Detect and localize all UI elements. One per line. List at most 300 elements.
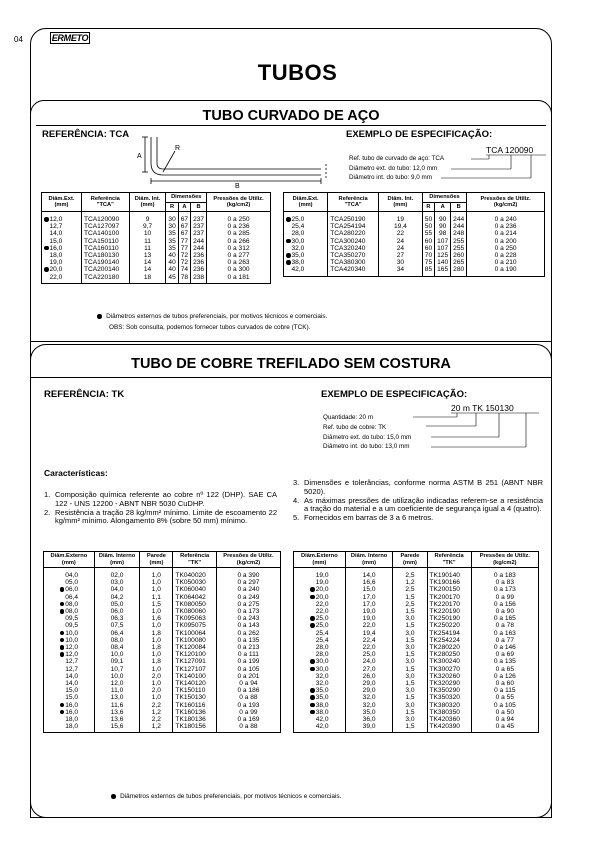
cell-b: 236 bbox=[191, 266, 207, 273]
cell-ext bbox=[44, 637, 95, 644]
table-row bbox=[294, 687, 539, 694]
table-row bbox=[44, 651, 281, 658]
item-text: Dimensões e tolerâncias, conforme norma ASTM B 251 (ABNT NBR 5020). bbox=[304, 478, 543, 496]
cell-p: 0 a 199 bbox=[216, 658, 280, 665]
table-row bbox=[44, 601, 281, 608]
cell-text: 15,0 bbox=[65, 694, 79, 702]
cell-int: 05,0 bbox=[94, 601, 140, 608]
cell-r: 85 bbox=[422, 266, 434, 276]
cell-text: 18,0 bbox=[65, 716, 79, 724]
cell-b: 248 bbox=[451, 230, 467, 237]
cell-r: 35 bbox=[166, 230, 178, 237]
cell-text: 09,5 bbox=[65, 615, 79, 623]
cell-ref: TK220190 bbox=[427, 608, 471, 615]
cell-p: 0 a 78 bbox=[471, 622, 538, 629]
cell-ref: TK160136 bbox=[173, 709, 216, 716]
cell-int: 14 bbox=[129, 266, 166, 273]
table-row bbox=[44, 630, 281, 637]
cell-p: 0 a 135 bbox=[471, 658, 538, 665]
cell-p: 0 a 55 bbox=[471, 694, 538, 701]
spacer bbox=[60, 623, 65, 628]
cell-int: 29,0 bbox=[345, 680, 393, 687]
cell-b: 255 bbox=[451, 245, 467, 252]
cell-ext bbox=[294, 658, 346, 665]
cell-a: 90 bbox=[435, 212, 451, 224]
cell-ref: TK040020 bbox=[173, 568, 216, 580]
cell-text: 18,0 bbox=[65, 723, 79, 731]
cell-int: 07,5 bbox=[94, 622, 140, 629]
item-number: 3. bbox=[293, 478, 300, 487]
cell-ext bbox=[42, 212, 82, 224]
cell-b: 244 bbox=[451, 223, 467, 230]
cell-int: 16,6 bbox=[345, 579, 393, 586]
cell-int: 19,0 bbox=[345, 608, 393, 615]
cell-r: 45 bbox=[166, 274, 178, 284]
cell-par: 2,2 bbox=[140, 716, 173, 723]
cell-text: 20,0 bbox=[49, 266, 63, 274]
preferred-bullet-icon bbox=[60, 638, 65, 643]
cell-ext bbox=[42, 230, 82, 237]
cell-ref: TK220170 bbox=[427, 601, 471, 608]
spacer bbox=[44, 274, 49, 279]
cell-text: 35,0 bbox=[315, 687, 329, 695]
table-row bbox=[44, 709, 281, 716]
spacer bbox=[286, 245, 291, 250]
cell-int: 15,6 bbox=[94, 723, 140, 733]
cell-ref: TK200150 bbox=[427, 586, 471, 593]
table-row bbox=[284, 223, 545, 230]
cell-ext bbox=[294, 702, 346, 709]
cell-text: 35,0 bbox=[315, 694, 329, 702]
cell-p: 0 a 99 bbox=[216, 709, 280, 716]
cell-ref: TK250220 bbox=[427, 622, 471, 629]
cell-ref: TK350290 bbox=[427, 687, 471, 694]
cell-a: 98 bbox=[435, 230, 451, 237]
preferred-bullet-icon bbox=[286, 260, 291, 265]
section-title: TUBO DE COBRE TREFILADO SEM COSTURA bbox=[131, 356, 451, 372]
characteristic-item bbox=[44, 491, 277, 509]
table-row bbox=[294, 608, 539, 615]
cell-ref: TCA150110 bbox=[81, 238, 129, 245]
table-row bbox=[44, 579, 281, 586]
cell-ext bbox=[44, 601, 95, 608]
cell-ext bbox=[44, 579, 95, 586]
col-reference: Referência "TK" bbox=[427, 552, 471, 568]
cell-par: 1,5 bbox=[393, 608, 427, 615]
cell-text: 18,0 bbox=[49, 252, 63, 260]
cell-b: 260 bbox=[451, 252, 467, 259]
spacer bbox=[44, 253, 49, 258]
cell-p: 0 a 163 bbox=[471, 630, 538, 637]
cell-ref: TK320290 bbox=[427, 680, 471, 687]
cell-p: 0 a 45 bbox=[471, 723, 538, 733]
table-row bbox=[42, 230, 271, 237]
cell-r: 50 bbox=[422, 212, 434, 224]
cell-par: 2,5 bbox=[393, 568, 427, 580]
spacer bbox=[310, 681, 315, 686]
cell-p: 0 a 236 bbox=[207, 223, 271, 230]
cell-par: 1,1 bbox=[140, 594, 173, 601]
cell-int: 13,0 bbox=[94, 694, 140, 701]
cell-ref: TK380320 bbox=[427, 702, 471, 709]
table-row bbox=[294, 568, 539, 580]
cell-text: 42,0 bbox=[315, 716, 329, 724]
cell-p: 0 a 105 bbox=[471, 702, 538, 709]
item-number: 5. bbox=[293, 513, 300, 523]
preferred-bullet-icon bbox=[310, 595, 315, 600]
cell-par: 2,0 bbox=[140, 673, 173, 680]
cell-int: 02,0 bbox=[94, 568, 140, 580]
cell-ref: TK350320 bbox=[427, 694, 471, 701]
cell-b: 236 bbox=[191, 252, 207, 259]
cell-p: 0 a 240 bbox=[467, 212, 545, 224]
cell-ext bbox=[284, 266, 328, 276]
cell-p: 0 a 201 bbox=[216, 673, 280, 680]
cell-p: 0 a 99 bbox=[471, 594, 538, 601]
cell-par: 1,0 bbox=[140, 622, 173, 629]
table-row bbox=[284, 266, 545, 276]
preferred-bullet-icon bbox=[310, 623, 315, 628]
cell-text: 12,0 bbox=[65, 651, 79, 659]
spacer bbox=[60, 717, 65, 722]
table-row bbox=[44, 608, 281, 615]
dim-b-label: B bbox=[235, 183, 240, 190]
tk-table-left bbox=[43, 551, 281, 733]
dim-r-label: R bbox=[175, 145, 181, 152]
table-row bbox=[294, 666, 539, 673]
cell-text: 25,0 bbox=[315, 622, 329, 630]
cell-int: 29,0 bbox=[345, 687, 393, 694]
cell-text: 05,0 bbox=[65, 579, 79, 587]
cell-ref: TK320260 bbox=[427, 673, 471, 680]
preferred-bullet-icon bbox=[44, 267, 49, 272]
cell-b: 280 bbox=[451, 266, 467, 276]
cell-text: 09,5 bbox=[65, 622, 79, 630]
table-row bbox=[44, 658, 281, 665]
cell-r: 60 bbox=[422, 238, 434, 245]
cell-ext bbox=[42, 274, 82, 284]
table-row bbox=[42, 274, 271, 284]
cell-ext bbox=[44, 666, 95, 673]
divider bbox=[36, 125, 546, 126]
cell-text: 08,0 bbox=[65, 600, 79, 608]
preferred-bullet-icon bbox=[60, 602, 65, 607]
table-row bbox=[44, 694, 281, 701]
table-row bbox=[44, 673, 281, 680]
cell-a: 67 bbox=[178, 230, 190, 237]
cell-r: 30 bbox=[166, 223, 178, 230]
cell-ref: TK150110 bbox=[173, 687, 216, 694]
spacer bbox=[60, 616, 65, 621]
table-row bbox=[42, 223, 271, 230]
page-number: 04 bbox=[14, 35, 23, 44]
cell-int: 10,7 bbox=[94, 666, 140, 673]
section-tubo-cobre bbox=[30, 344, 552, 818]
cell-b: 255 bbox=[451, 238, 467, 245]
cell-text: 22,0 bbox=[315, 608, 329, 616]
preferred-bullet-icon bbox=[60, 609, 65, 614]
col-a: A bbox=[178, 202, 190, 212]
cell-b: 236 bbox=[191, 259, 207, 266]
cell-int: 08,0 bbox=[94, 637, 140, 644]
cell-p: 0 a 83 bbox=[471, 579, 538, 586]
col-diam-ext: Diâm.Ext. (mm) bbox=[284, 193, 328, 212]
cell-int: 11,6 bbox=[94, 702, 140, 709]
cell-ext bbox=[44, 702, 95, 709]
bent-tube-diagram bbox=[131, 135, 331, 190]
spacer bbox=[60, 695, 65, 700]
cell-ref: TK150130 bbox=[173, 694, 216, 701]
cell-int: 9,7 bbox=[129, 223, 166, 230]
preferred-bullet-icon bbox=[60, 587, 65, 592]
tk-table-right bbox=[293, 551, 539, 733]
spacer bbox=[310, 717, 315, 722]
cell-ext bbox=[284, 259, 328, 266]
cell-p: 0 a 181 bbox=[207, 274, 271, 284]
preferred-note-text: Diâmetros externos de tubos preferenciais, por motivos técnicos e comerciais. bbox=[120, 793, 342, 800]
spacer bbox=[310, 609, 315, 614]
cell-par: 1,8 bbox=[140, 644, 173, 651]
cell-ref: TK100064 bbox=[173, 630, 216, 637]
cell-int: 14 bbox=[129, 259, 166, 266]
spacer bbox=[44, 224, 49, 229]
cell-ref: TCA160110 bbox=[81, 245, 129, 252]
cell-ref: TCA180130 bbox=[81, 252, 129, 259]
cell-ext bbox=[44, 658, 95, 665]
cell-int: 22 bbox=[378, 230, 422, 237]
col-diam-int: Diâm. Int. (mm) bbox=[129, 193, 166, 212]
cell-ref: TCA380300 bbox=[328, 259, 379, 266]
cell-a: 67 bbox=[178, 212, 190, 224]
cell-p: 0 a 165 bbox=[471, 615, 538, 622]
cell-p: 0 a 111 bbox=[216, 651, 280, 658]
table-row bbox=[42, 245, 271, 252]
spacer bbox=[310, 673, 315, 678]
cell-ref: TCA350270 bbox=[328, 252, 379, 259]
cell-p: 0 a 193 bbox=[216, 702, 280, 709]
cell-int: 22,0 bbox=[345, 644, 393, 651]
table-row bbox=[294, 702, 539, 709]
table-row bbox=[44, 687, 281, 694]
cell-text: 15,0 bbox=[49, 237, 63, 245]
col-dimensions: Dimensões bbox=[422, 193, 466, 203]
cell-text: 12,0 bbox=[65, 644, 79, 652]
cell-b: 237 bbox=[191, 212, 207, 224]
cell-b: 265 bbox=[451, 259, 467, 266]
cell-p: 0 a 249 bbox=[216, 594, 280, 601]
cell-par: 1,2 bbox=[140, 723, 173, 733]
cell-int: 17,0 bbox=[345, 601, 393, 608]
cell-text: 25,4 bbox=[315, 636, 329, 644]
cell-p: 0 a 390 bbox=[216, 568, 280, 580]
cell-text: 19,0 bbox=[315, 572, 329, 579]
cell-par: 3,0 bbox=[393, 702, 427, 709]
cell-int: 32,0 bbox=[345, 694, 393, 701]
cell-a: 140 bbox=[435, 259, 451, 266]
item-number: 1. bbox=[44, 490, 51, 499]
cell-ext bbox=[294, 586, 346, 593]
preferred-bullet-icon bbox=[310, 688, 315, 693]
cell-p: 0 a 266 bbox=[207, 238, 271, 245]
cell-par: 3,0 bbox=[393, 615, 427, 622]
tca-table-right bbox=[283, 192, 545, 277]
cell-par: 1,2 bbox=[393, 579, 427, 586]
example-line-3: Diâmetro ext. do tubo: 15,0 mm bbox=[323, 434, 412, 441]
cell-int: 13,6 bbox=[94, 716, 140, 723]
cell-int: 17,0 bbox=[345, 594, 393, 601]
spacer bbox=[310, 652, 315, 657]
table-row bbox=[284, 238, 545, 245]
item-text: Resistência a tração 28 kg/mm² mínimo. Limite de escoamento 22 kg/mm² mínimo. Alongamento 8% (sobre 50 mm) mínimo. bbox=[55, 507, 277, 526]
cell-p: 0 a 94 bbox=[471, 716, 538, 723]
cell-par: 3,0 bbox=[393, 658, 427, 665]
cell-int: 10 bbox=[129, 230, 166, 237]
cell-p: 0 a 94 bbox=[216, 680, 280, 687]
preferred-bullet-icon bbox=[310, 703, 315, 708]
table-row bbox=[294, 658, 539, 665]
cell-p: 0 a 105 bbox=[216, 666, 280, 673]
table-row bbox=[42, 238, 271, 245]
cell-text: 06,4 bbox=[65, 593, 79, 601]
cell-text: 14,0 bbox=[65, 672, 79, 680]
cell-a: 165 bbox=[435, 266, 451, 276]
col-pressure: Pressões de Utiliz. (kg/cm2) bbox=[467, 193, 545, 212]
cell-int: 11 bbox=[129, 238, 166, 245]
cell-ext bbox=[294, 694, 346, 701]
cell-par: 1,0 bbox=[140, 666, 173, 673]
cell-text: 20,0 bbox=[315, 593, 329, 601]
cell-p: 0 a 143 bbox=[216, 622, 280, 629]
col-wall: Parede (mm) bbox=[393, 552, 427, 568]
cell-ref: TK190166 bbox=[427, 579, 471, 586]
cell-ref: TK100080 bbox=[173, 637, 216, 644]
cell-ref: TCA420340 bbox=[328, 266, 379, 276]
item-number: 2. bbox=[44, 507, 51, 517]
cell-ext bbox=[294, 673, 346, 680]
table-row bbox=[284, 230, 545, 237]
example-line-1: Quantidade: 20 m bbox=[323, 414, 374, 421]
cell-int: 22,0 bbox=[345, 622, 393, 629]
cell-ref: TK060040 bbox=[173, 586, 216, 593]
spacer bbox=[60, 724, 65, 729]
cell-ref: TK180156 bbox=[173, 723, 216, 733]
cell-text: 04,0 bbox=[65, 572, 79, 579]
spacer bbox=[286, 231, 291, 236]
cell-ext bbox=[294, 709, 346, 716]
preferred-bullet-icon bbox=[60, 652, 65, 657]
cell-text: 30,0 bbox=[315, 665, 329, 673]
spacer bbox=[286, 224, 291, 229]
cell-r: 35 bbox=[166, 245, 178, 252]
cell-b: 244 bbox=[191, 245, 207, 252]
cell-ext bbox=[42, 238, 82, 245]
cell-ref: TK380350 bbox=[427, 709, 471, 716]
cell-text: 14,0 bbox=[49, 230, 63, 238]
table-row bbox=[294, 716, 539, 723]
cell-r: 55 bbox=[422, 230, 434, 237]
ermeto-logo: ERMETO bbox=[51, 33, 89, 43]
cell-int: 19,4 bbox=[345, 630, 393, 637]
cell-ext bbox=[42, 266, 82, 273]
example-line-2: Ref. tubo de cobre: TK bbox=[323, 424, 387, 431]
table-row bbox=[44, 723, 281, 733]
cell-p: 0 a 240 bbox=[216, 586, 280, 593]
cell-par: 3,0 bbox=[393, 644, 427, 651]
example-line-1: Ref. tubo de curvado de aço: TCA bbox=[349, 155, 445, 162]
table-row bbox=[44, 702, 281, 709]
cell-text: 12,7 bbox=[49, 223, 63, 231]
col-r: R bbox=[166, 202, 178, 212]
cell-text: 22,0 bbox=[315, 600, 329, 608]
example-line-2: Diâmetro ext. do tubo: 12,0 mm bbox=[349, 165, 438, 172]
cell-p: 0 a 156 bbox=[471, 601, 538, 608]
cell-ext bbox=[294, 716, 346, 723]
table-row bbox=[44, 637, 281, 644]
cell-p: 0 a 88 bbox=[216, 723, 280, 733]
cell-a: 107 bbox=[435, 238, 451, 245]
cell-p: 0 a 65 bbox=[471, 666, 538, 673]
cell-int: 19,4 bbox=[378, 223, 422, 230]
cell-a: 125 bbox=[435, 252, 451, 259]
characteristic-item bbox=[293, 479, 543, 497]
cell-ext bbox=[284, 245, 328, 252]
cell-b: 244 bbox=[451, 212, 467, 224]
spacer bbox=[60, 659, 65, 664]
cell-text: 28,0 bbox=[315, 651, 329, 659]
preferred-bullet-icon bbox=[60, 703, 65, 708]
cell-ext bbox=[44, 673, 95, 680]
cell-ext bbox=[42, 223, 82, 230]
cell-int: 24 bbox=[378, 245, 422, 252]
cell-int: 19 bbox=[378, 212, 422, 224]
cell-ref: TCA120090 bbox=[81, 212, 129, 224]
spacer bbox=[60, 594, 65, 599]
spacer bbox=[44, 238, 49, 243]
cell-int: 11,0 bbox=[94, 687, 140, 694]
cell-ext bbox=[44, 608, 95, 615]
cell-par: 1,5 bbox=[393, 709, 427, 716]
table-row bbox=[294, 622, 539, 629]
cell-ext bbox=[284, 223, 328, 230]
cell-p: 0 a 285 bbox=[207, 230, 271, 237]
cell-ref: TK080060 bbox=[173, 608, 216, 615]
cell-par: 2,0 bbox=[140, 687, 173, 694]
cell-ext bbox=[44, 644, 95, 651]
table-row bbox=[284, 212, 545, 224]
table-row bbox=[44, 716, 281, 723]
cell-ext bbox=[294, 615, 346, 622]
cell-par: 3,0 bbox=[393, 687, 427, 694]
cell-p: 0 a 190 bbox=[467, 266, 545, 276]
table-row bbox=[42, 252, 271, 259]
cell-int: 15,0 bbox=[345, 586, 393, 593]
cell-p: 0 a 236 bbox=[467, 223, 545, 230]
table-row bbox=[294, 594, 539, 601]
cell-p: 0 a 200 bbox=[467, 238, 545, 245]
cell-text: 14,0 bbox=[65, 680, 79, 688]
cell-p: 0 a 88 bbox=[216, 694, 280, 701]
cell-int: 06,0 bbox=[94, 608, 140, 615]
cell-text: 32,0 bbox=[291, 244, 305, 252]
cell-r: 30 bbox=[166, 212, 178, 224]
cell-p: 0 a 213 bbox=[216, 644, 280, 651]
cell-ref: TCA140100 bbox=[81, 230, 129, 237]
cell-ext bbox=[42, 259, 82, 266]
cell-ext bbox=[294, 666, 346, 673]
table-row bbox=[294, 615, 539, 622]
cell-ext bbox=[44, 651, 95, 658]
cell-a: 67 bbox=[178, 223, 190, 230]
